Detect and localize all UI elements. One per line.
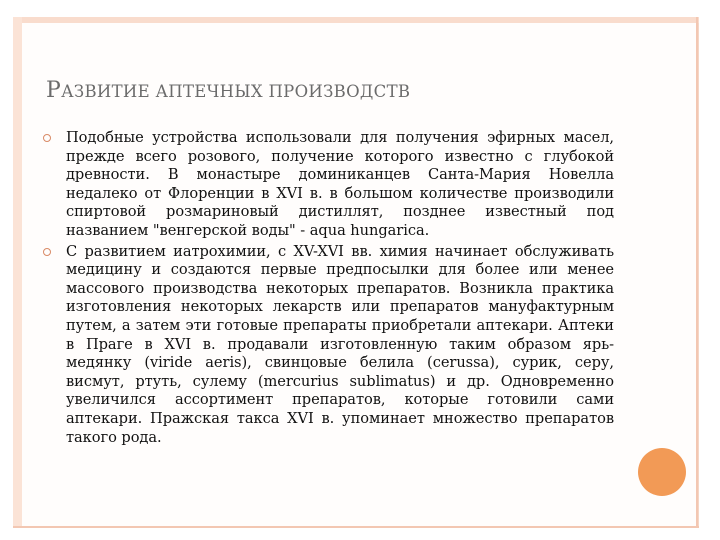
- title-rest: АЗВИТИЕ АПТЕЧНЫХ ПРОИЗВОДСТВ: [61, 82, 411, 101]
- bullet-icon: [43, 248, 51, 256]
- bullet-list: [42, 129, 614, 449]
- frame-bottom-border: [13, 526, 699, 528]
- list-item: [42, 243, 614, 448]
- frame-left-border: [13, 17, 22, 528]
- frame-top-border: [13, 17, 699, 23]
- decorative-orange-circle: [638, 448, 686, 496]
- frame-right-border: [696, 17, 698, 528]
- bullet-icon: [43, 134, 51, 142]
- slide-title: [46, 78, 410, 103]
- list-item: [42, 129, 614, 241]
- title-initial: Р: [46, 78, 62, 103]
- paragraph-text: Подобные устройства использовали для получения эфирных масел, прежде всего розового, получение которого известно с глубокой древности. В монастыре доминиканцев Санта-Мария Новелла недалеко от Флоренции в XVI в. в большом количестве производили спиртовой розмариновый дистиллят, позднее известный под названием "венгерской воды" - aqua hungarica.: [66, 129, 614, 239]
- paragraph-text: С развитием иатрохимии, с XV-XVI вв. химия начинает обслуживать медицину и создаются первые предпосылки для более или менее массового производства некоторых препаратов. Возникла практика изготовления некоторых лекарств или препаратов мануфактурным путем, а затем эти готовые препараты приобретали аптекари. Аптеки в Праге в XVI в. продавали изготовленную таким образом ярь-медянку (viride aeris), свинцовые белила (cerussa), сурик, серу, висмут, ртуть, сулему (mercurius sublimatus) и др. Одновременно увеличился ассортимент препаратов, которые готовили сами аптекари. Пражская такса XVI в. упоминает множество препаратов такого рода.: [66, 242, 614, 446]
